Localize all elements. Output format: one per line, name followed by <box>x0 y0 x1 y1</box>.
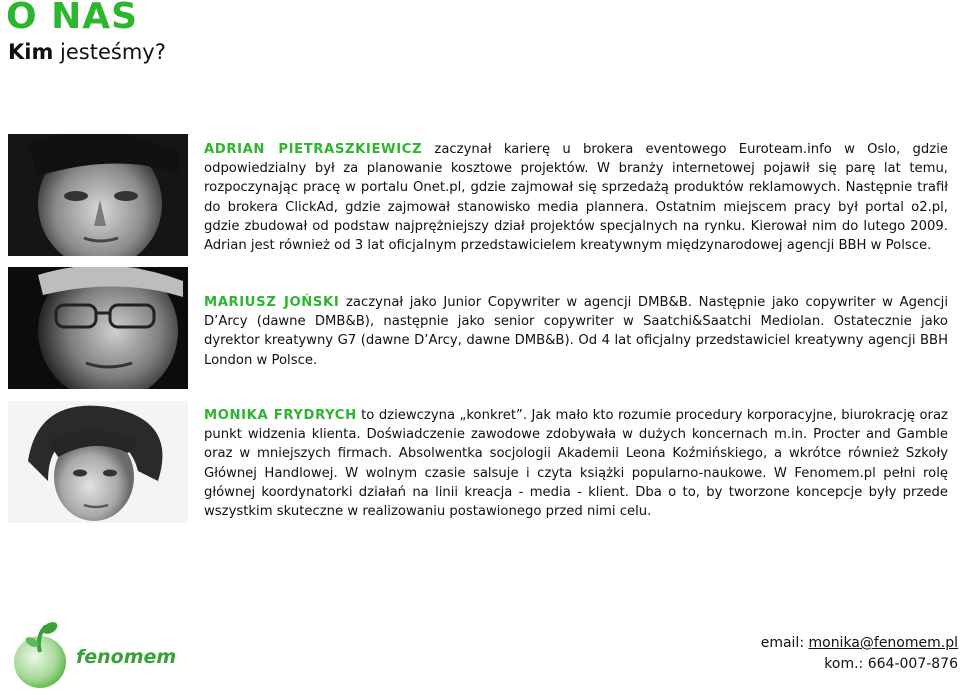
person-name: ADRIAN PIETRASZKIEWICZ <box>204 142 423 157</box>
email-line <box>761 633 958 654</box>
person-bio: zaczynał jako Junior Copywriter w agencji DMB&B. Następnie jako copywriter w Agencji D’Arcy (dawne DMB&B), następnie jako senior copywriter w Saatchi&Saatchi Mediolan. Ostatecznie jako dyrektor kreatywny G7 (dawne D’Arcy, dawne DMB&B). Od 4 lat oficjalny przedstawiciel kreatywny agencji BBH London w Polsce. <box>204 295 948 368</box>
person-name: MONIKA FRYDRYCH <box>204 408 357 423</box>
person-name: MARIUSZ JOŃSKI <box>204 295 340 310</box>
bio-mariusz <box>204 293 948 370</box>
portrait-photo-monika <box>8 401 188 523</box>
subtitle-rest: jesteśmy? <box>53 40 166 64</box>
logo-text: fenomem <box>76 646 177 668</box>
portrait-photo-mariusz <box>8 267 188 389</box>
page-title: O NAS <box>6 0 139 37</box>
fenomem-logo <box>6 616 177 692</box>
email-label: email: <box>760 635 809 651</box>
phone-number: kom.: 664-007-876 <box>824 656 958 672</box>
sprout-logo-icon <box>6 616 76 692</box>
page-subtitle <box>8 40 166 64</box>
bio-adrian <box>204 140 948 255</box>
person-bio: zaczynał karierę u brokera eventowego Euroteam.info w Oslo, gdzie odpowiedzialny był za planowanie kosztowe projektów. W branży internetowej pojawił się parę lat temu, rozpoczynając pracę w portalu Onet.pl, gdzie zajmował się sprzedażą produktów reklamowych. Następnie trafił do brokera ClickAd, gdzie zajmował stanowisko media plannera. Ostatnim miejscem pracy był portal o2.pl, gdzie zbudował od podstaw najprężniejszy dział projektów specjalnych na rynku. Kierował nim do lutego 2009. Adrian jest również od 3 lat oficjalnym przedstawicielem kreatywnym międzynarodowej agencji BBH w Polsce. <box>204 142 948 254</box>
portrait-photo-adrian <box>8 134 188 256</box>
person-bio: to dziewczyna „konkret”. Jak mało kto rozumie procedury korporacyjne, biurokrację oraz punkt widzenia klienta. Doświadczenie zawodowe zdobywała w dużych koncernach m.in. Procter and Gamble oraz w mniejszych firmach. Absolwentka socjologii Akademii Leona Koźmińskiego, a wkrótce również Szkoły Głównej Handlowej. W wolnym czasie salsuje i czyta książki popularno-naukowe. W Fenomem.pl pełni rolę głównej koordynatorki działań na linii kreacja - media - klient. Dba o to, by tworzone koncepcje były przede wszystkim skuteczne w realizowaniu postawionego przed nimi celu. <box>204 408 948 520</box>
email-link[interactable]: monika@fenomem.pl <box>808 635 958 651</box>
contact-info <box>761 633 958 675</box>
bio-monika <box>204 406 948 521</box>
subtitle-bold: Kim <box>8 40 54 64</box>
